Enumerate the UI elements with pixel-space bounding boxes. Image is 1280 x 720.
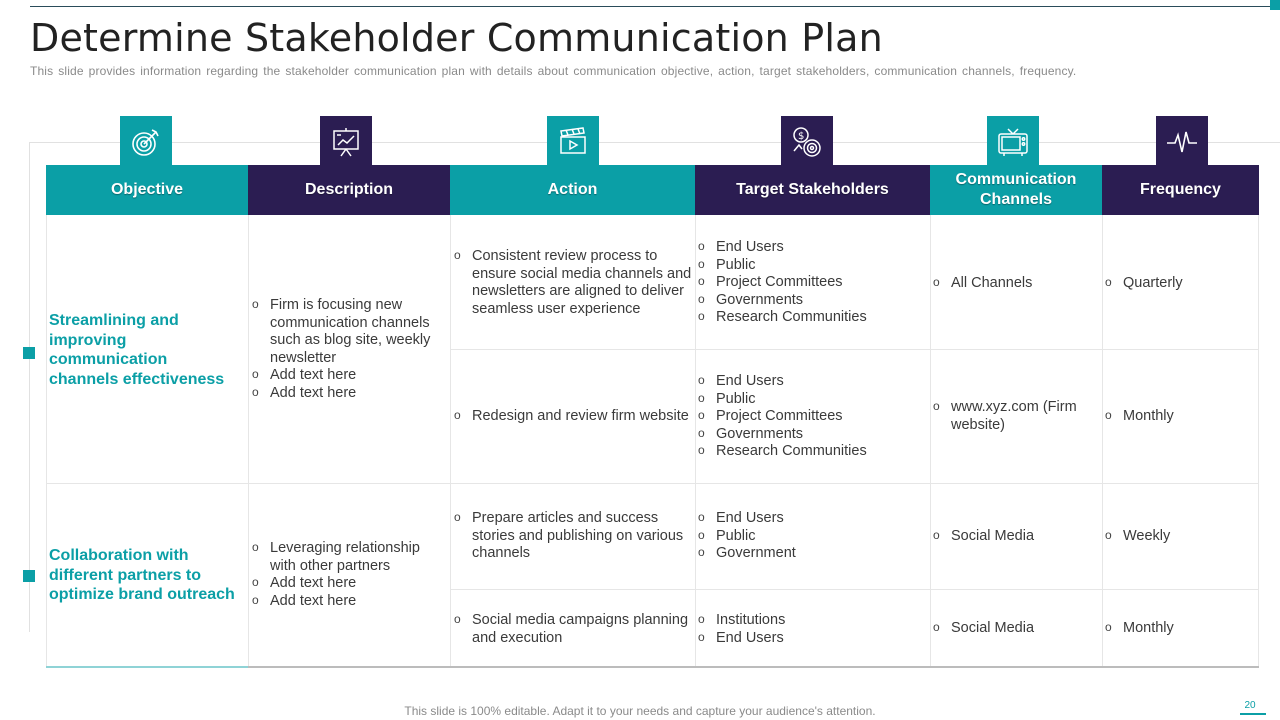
group-marker xyxy=(23,347,35,359)
stakeholders-2-1 xyxy=(696,510,928,563)
stakeholders-2-2 xyxy=(696,612,928,647)
row-divider xyxy=(450,589,1259,590)
list-item: o Add text here xyxy=(250,385,445,403)
frequency-1-2 xyxy=(1103,408,1255,426)
list-item: o End Users xyxy=(696,373,928,391)
list-item: o Add text here xyxy=(250,575,445,593)
channels-icon-tile xyxy=(987,116,1039,168)
action-2-1 xyxy=(452,510,694,563)
list-item: o Research Communities xyxy=(696,309,928,327)
television-icon xyxy=(996,125,1030,159)
list-item: o Institutions xyxy=(696,612,928,630)
list-item: o Add text here xyxy=(250,367,445,385)
list-item: o Project Committees xyxy=(696,408,928,426)
header-frequency: Frequency xyxy=(1102,165,1259,215)
frequency-2-2 xyxy=(1103,620,1255,638)
list-item: o Leveraging relationship with other partners xyxy=(250,540,445,575)
list-item: o End Users xyxy=(696,510,928,528)
description-icon-tile xyxy=(320,116,372,168)
svg-text:$: $ xyxy=(798,131,805,142)
channels-2-1 xyxy=(931,528,1099,546)
channels-2-2 xyxy=(931,620,1099,638)
corner-accent xyxy=(1270,0,1280,10)
slide-subtitle: This slide provides information regarding the stakeholder communication plan with details about communication objective, action, target stakeholders, communication channels, frequency. xyxy=(30,64,1077,78)
channels-1-2 xyxy=(931,399,1091,434)
header-description: Description xyxy=(248,165,450,215)
header-target-stakeholders: Target Stakeholders xyxy=(695,165,930,215)
grid-line xyxy=(46,215,47,667)
grid-line xyxy=(1258,215,1259,667)
objective-2: Collaboration with different partners to optimize brand outreach xyxy=(49,547,235,603)
objective-icon-tile xyxy=(120,116,172,168)
action-1-2 xyxy=(452,408,694,426)
slide-footer: This slide is 100% editable. Adapt it to your needs and capture your audience's attention. xyxy=(404,704,876,718)
list-item: o Public xyxy=(696,391,928,409)
table-bottom-accent xyxy=(46,666,248,668)
video-clapper-icon xyxy=(556,125,590,159)
slide-title: Determine Stakeholder Communication Plan xyxy=(30,16,883,60)
list-item: o Weekly xyxy=(1103,528,1255,546)
top-rule xyxy=(30,6,1270,7)
list-item: o Monthly xyxy=(1103,408,1255,426)
list-item: o Monthly xyxy=(1103,620,1255,638)
stakeholders-1-2 xyxy=(696,373,928,461)
action-icon-tile xyxy=(547,116,599,168)
channels-1-1 xyxy=(931,275,1099,293)
frequency-icon-tile xyxy=(1156,116,1208,168)
list-item: o End Users xyxy=(696,630,928,648)
list-item: o Quarterly xyxy=(1103,275,1255,293)
list-item: o Social media campaigns planning and execution xyxy=(452,612,694,647)
list-item: o Firm is focusing new communication channels such as blog site, weekly newsletter xyxy=(250,297,445,367)
action-2-2 xyxy=(452,612,694,647)
header-objective: Objective xyxy=(46,165,248,215)
list-item: o Social Media xyxy=(931,528,1099,546)
list-item: o Public xyxy=(696,257,928,275)
group-divider xyxy=(46,483,1259,484)
list-item: o Project Committees xyxy=(696,274,928,292)
pulse-icon xyxy=(1165,125,1199,159)
frequency-1-1 xyxy=(1103,275,1255,293)
action-1-1 xyxy=(452,248,694,318)
list-item: o Governments xyxy=(696,426,928,444)
target-icon xyxy=(129,125,163,159)
grid-line xyxy=(450,215,451,667)
description-2 xyxy=(250,540,445,610)
header-action: Action xyxy=(450,165,695,215)
group-marker xyxy=(23,570,35,582)
presentation-chart-icon xyxy=(329,125,363,159)
page-number: 20 xyxy=(1244,700,1256,711)
stakeholders-1-1 xyxy=(696,239,928,327)
row-divider xyxy=(450,349,1259,350)
list-item: o www.xyz.com (Firm website) xyxy=(931,399,1091,434)
list-item: o Public xyxy=(696,528,928,546)
list-item: o End Users xyxy=(696,239,928,257)
money-target-icon xyxy=(790,125,824,159)
description-1 xyxy=(250,297,445,403)
list-item: o All Channels xyxy=(931,275,1099,293)
header-communication-channels: Communication Channels xyxy=(930,165,1102,215)
list-item: o Research Communities xyxy=(696,443,928,461)
frequency-2-1 xyxy=(1103,528,1255,546)
list-item: o Consistent review process to ensure social media channels and newsletters are aligned to deliver seamless user experience xyxy=(452,248,694,318)
frame-top-line xyxy=(30,142,1280,143)
list-item: o Government xyxy=(696,545,928,563)
list-item: o Governments xyxy=(696,292,928,310)
frame-left-line xyxy=(29,142,30,632)
stakeholders-icon-tile xyxy=(781,116,833,168)
list-item: o Social Media xyxy=(931,620,1099,638)
grid-line xyxy=(248,215,249,667)
list-item: o Add text here xyxy=(250,593,445,611)
page-number-underline xyxy=(1240,713,1266,715)
list-item: o Prepare articles and success stories and publishing on various channels xyxy=(452,510,694,563)
objective-1: Streamlining and improving communication channels effectiveness xyxy=(49,312,225,388)
list-item: o Redesign and review firm website xyxy=(452,408,694,426)
